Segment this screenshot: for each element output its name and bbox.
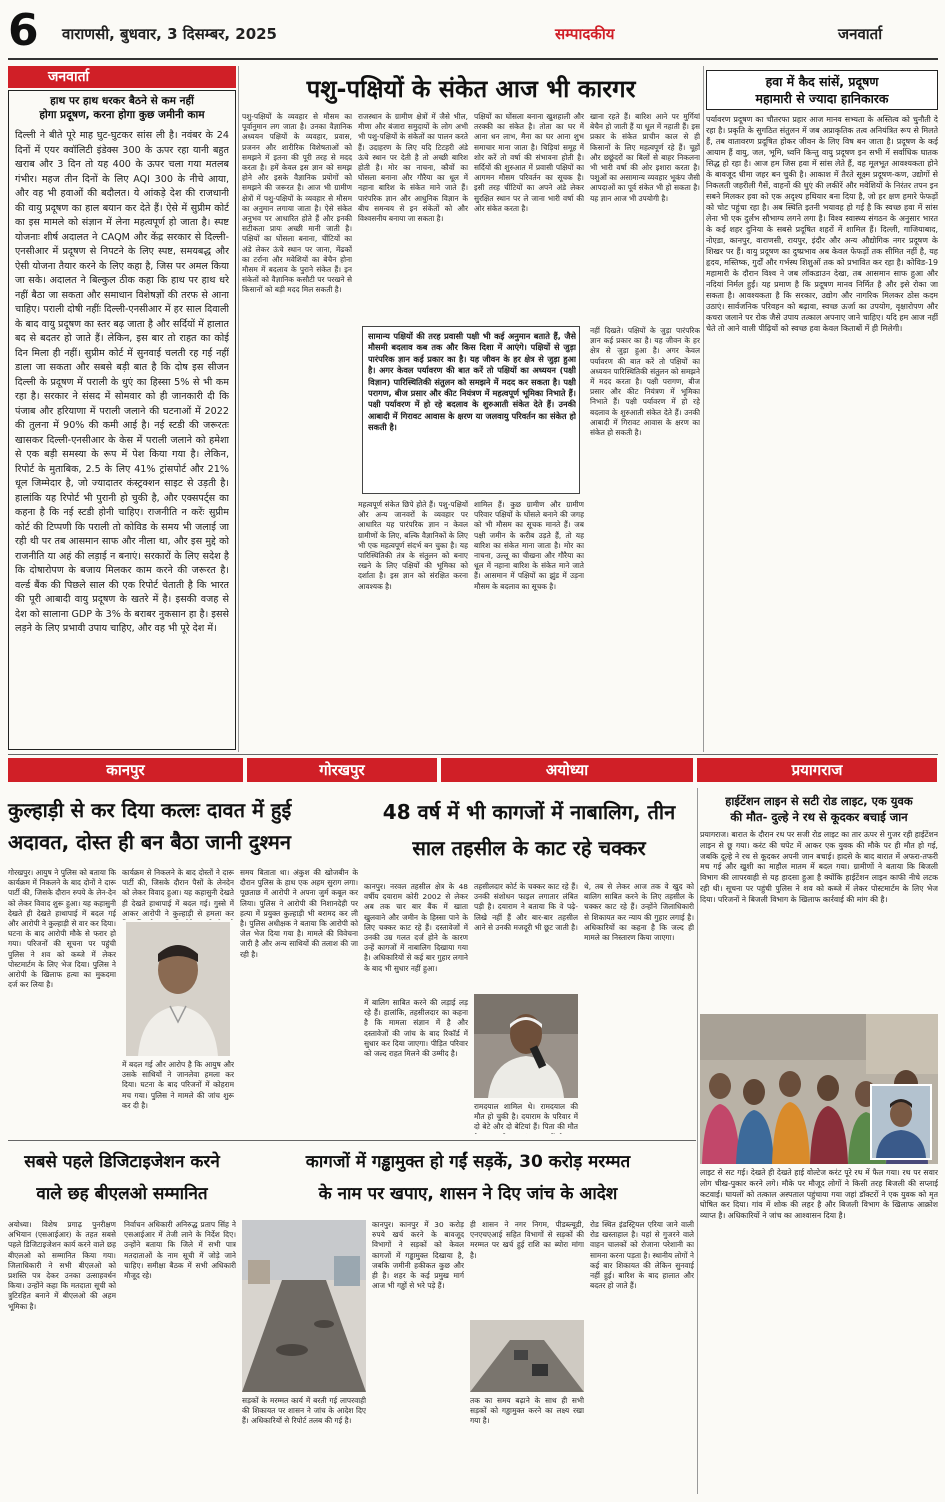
masthead xyxy=(0,0,945,64)
roads-headline-2: के नाम पर खपाए, शासन ने दिए जांच के आदेश xyxy=(318,1184,618,1204)
person-silhouette-icon xyxy=(126,922,230,1056)
paper-name: जनवार्ता xyxy=(838,25,883,43)
city-label-ayodhya: अयोध्या xyxy=(441,758,693,782)
ayodhya-col-2: तहसीलदार कोर्ट के चक्कर काट रहे हैं। उनकी संशोधन फाइल लगातार लंबित पड़ी है। दयाराम ने बताया कि वे पढ़े-लिखे नहीं हैं और बार-बार तहसील आने से उनकी मजदूरी भी छूट जाती है। xyxy=(474,882,578,932)
column-rule xyxy=(703,66,704,752)
column-rule xyxy=(697,788,698,1494)
prayagraj-headline-2: की मौत- दुल्हे ने रथ से कूदकर बचाई जान xyxy=(730,810,908,824)
blo-col-1: अयोध्या। विशेष प्रगाढ़ पुनरीक्षण अभियान (एसआईआर) के तहत सबसे पहले डिजिटाइजेशन कार्य करने वाले छह बीएलओ को सम्मानित किया गया। जिलाधिकारी ने सभी बीएलओ को प्रशस्ति पत्र देकर उनका उत्साहवर्धन किया। उन्होंने कहा कि मतदाता सूची को त्रुटिरहित बनाने में बीएलओ की अहम भूमिका है। xyxy=(8,1220,116,1311)
ayodhya-col-1: कानपुर। नरवल तहसील क्षेत्र के 48 वर्षीय दयाराम कोरी 2002 से लेकर अब तक चार बार बैंक में खाता खुलवाने और जमीन के हिस्सा पाने के लिए चक्कर काट रहे हैं। दस्तावेजों में उनकी उम्र गलत दर्ज होने के कारण उन्हें कागजों में नाबालिग दिखाया गया है। अधिकारियों से कई बार गुहार लगाने के बाद भी सुधार नहीं हुआ। xyxy=(364,882,468,973)
dateline: वाराणसी, बुधवार, 3 दिसम्बर, 2025 xyxy=(62,25,277,43)
gorakhpur-col-2: कार्यक्रम से निकलने के बाद दोस्तों ने दारू पार्टी की, जिसके दौरान पैसों के लेनदेन को लेकर विवाद हुआ। यह कहासुनी देखते ही देखते हाथापाई में बदल गई। गुस्से में आकर आरोपी ने कुल्हाड़ी से हमला कर xyxy=(122,868,234,918)
left-headline-2: होगा प्रदूषण, करना होगा कुछ जमीनी काम xyxy=(39,109,205,121)
ayodhya-col-lower-2: रामदयाल शामिल थे। रामदयाल की मौत हो चुकी है। दयाराम के परिवार में दो बेटे और दो बेटियां हैं। पिता की मौत xyxy=(474,1102,578,1132)
main-col-4: खाना रहते हैं। बारिश आने पर मुर्गियां बेचैन हो जाती हैं या धूल में नहाती हैं। इस प्रकार के संकेत प्राचीन काल से ही किसानों के लिए महत्वपूर्ण रहे हैं। चूहों और छछूंदरों का बिलों से बाहर निकलना भी भारी वर्षा की ओर इशारा करता है। पशुओं का असामान्य व्यवहार भूकंप जैसी आपदाओं का पूर्व संकेत भी हो सकता है। यह ज्ञान आज भी उपयोगी है। xyxy=(590,112,700,203)
main-col-3: पक्षियों का घोंसला बनाना खुशहाली और तरक्की का संकेत है। तोता का घर में आना धन लाभ, मैना का घर आना शुभ समाचार माना जाता है। चिड़ियां समूह में शोर करें तो वर्षा की संभावना होती है। सर्दियों की शुरुआत में प्रवासी पक्षियों का आगमन मौसम परिवर्तन का सूचक है। इसी तरह चींटियों का अपने अंडे लेकर सुरक्षित स्थान पर ले जाना भारी वर्षा की ओर संकेत करता है। xyxy=(474,112,584,213)
roads-col-2: सड़कों के मरम्मत कार्य में बरती गई लापरवाही की शिकायत पर शासन ने जांच के आदेश दिए हैं। अधिकारियों से रिपोर्ट तलब की गई है। xyxy=(242,1396,366,1426)
story-roads xyxy=(242,1144,694,1494)
inset-portrait xyxy=(870,1084,932,1160)
blo-headline-2: वाले छह बीएलओ सम्मानित xyxy=(36,1184,208,1204)
story-blo xyxy=(8,1144,236,1494)
left-body: दिल्ली ने बीते पूरे माह घुट-घुटकर सांस ली है। नवंबर के 24 दिनों में एयर क्वॉलिटी इंडेक्स 300 के ऊपर रहा यानी बहुत खराब और 3 दिन तो यह 400 के ऊपर चला गया मतलब गंभीर। महज तीन दिनों के लिए AQI 300 के नीचे आया, और वह भी हवाओं की बदौलत। ये आंकड़े देश की राजधानी की वायु प्रदूषण का हाल बयान कर देते हैं। ऐसे में सुप्रीम कोर्ट का इस मामले को संज्ञान में लेना महत्वपूर्ण हो जाता है। स्पष्ट योजनाः शीर्ष अदालत ने CAQM और केंद्र सरकार से दिल्ली-एनसीआर में प्रदूषण से निपटने के लिए स्पष्ट, समयबद्ध और ऐसी योजना तैयार करने के लिए कहा है, जिस पर अमल किया जा सके। अदालत ने बिल्कुल ठीक कहा कि हाथ पर हाथ धरे नहीं बैठा जा सकता और समाधान विशेषज्ञों की तरफ से आना चाहिए। पराली दोषी नहींः दिल्ली-एनसीआर में हर साल दिवाली के बाद वायु प्रदूषण का स्तर बढ़ जाता है और सर्दियों में हालात बद से बदतर हो जाते हैं। लेकिन, इस बार तो राहत का कोई दिन मिला ही नहीं। सुप्रीम कोर्ट में सुनवाई चलती रह गई नहीं डाला जा सकता और सबसे बड़ी बात है कि दोष इस सीजन दिल्ली के प्रदूषण में पराली के धुएं का हिस्सा 5% से भी कम रहा है। सरकार ने संसद में सोमवार को ही जानकारी दी कि पंजाब और हरियाणा में पराली जलाने की घटनाओं में 2022 की तुलना में 90% की कमी आई है। नई स्टडी की जरूरतः खासकर दिल्ली-एनसीआर के केस में पराली जलाने को हमेशा से एक बड़ी समस्या के रूप में पेश किया गया है। लेकिन, रिपोर्ट के मुताबिक, 2.5 के लिए 41% ट्रांसपोर्ट और 21% धूल जिम्मेदार है, जो ज्यादातर कंस्ट्रक्शन साइट से उड़ती है। हालांकि यह रिपोर्ट भी पुरानी हो चुकी है, और एक्सपर्ट्स का कहना है कि नई स्टडी होनी चाहिए। राजनीति न करेंः सुप्रीम कोर्ट की टिप्पणी कि पराली तो कोविड के समय भी जलाई जा रही थी पर तब आसमान साफ और नीला था, और इस मुद्दे को राजनीति या अहं की लड़ाई न बनाएं। सरकारों के लिए सदेश है कि दोषारोपण के बजाय मिलकर काम करने की जरूरत है। वर्ल्ड बैंक की पिछले साल की एक रिपोर्ट चेताती है कि भारत की पूरी आबादी वायु प्रदूषण के खतरे में है। इसकी वजह से देश को सालाना GDP के 3% के बराबर नुकसान हा है। इससे लड़ने के लिए प्रभावी उपाय चाहिए, और वह भी पूरे देश में। xyxy=(15,130,229,634)
road-traffic-icon xyxy=(470,1320,584,1392)
gorakhpur-col-1: गोरखपुर। आयुष ने पुलिस को बताया कि कार्यक्रम में निकलने के बाद दोनों ने दारू पार्टी की, जिसके दौरान रुपये के लेन-देन को लेकर विवाद शुरू हुआ। यह कहासुनी देखते ही देखते हाथापाई में बदल गई और आरोपी ने कुल्हाड़ी से वार कर दिया। घटना के बाद आरोपी मौके से फरार हो गया। परिजनों की सूचना पर पहुंची पुलिस ने शव को कब्जे में लेकर पोस्टमार्टम के लिए भेज दिया। पुलिस ने आरोपी के खिलाफ हत्या का मुकदमा दर्ज कर लिया है। xyxy=(8,868,116,990)
column-rule xyxy=(238,66,239,752)
main-lower-col-3: नहीं दिखते। पक्षियों के जुड़ा पारंपरिक ज्ञान कई प्रकार का है। यह जीवन के हर क्षेत्र से जुड़ा हुआ है। अगर केवल पर्यावरण की बात करें तो पक्षियों का अध्ययन पारिस्थितिकी संतुलन को समझने में मदद करता है। पक्षी परागण, बीज प्रसार और कीट नियंत्रण में भूमिका निभाते हैं। पक्षी पर्यावरण में हो रहे बदलाव के शुरुआती संकेत देते हैं। उनकी आबादी में गिरावट आवास के क्षरण का संकेत हो सकती है। xyxy=(590,326,700,438)
left-label: जनवार्ता xyxy=(8,66,236,88)
main-lower-col-1: महत्वपूर्ण संकेत छिपे होते हैं। पशु-पक्षियों और अन्य जानवरों के व्यवहार पर आधारित यह पारंपरिक ज्ञान न केवल ग्रामीणों के लिए, बल्कि वैज्ञानिकों के लिए भी एक महत्वपूर्ण संदर्भ बन चुका है। यह पारिस्थितिकी तंत्र के संतुलन को बनाए रखने के लिए पक्षियों की भूमिका को दर्शाता है। इस ज्ञान को संरक्षित करना आवश्यक है। xyxy=(358,500,468,591)
left-editorial-box xyxy=(8,90,236,750)
prayagraj-body: प्रयागराज। बारात के दौरान रथ पर सजी रोड लाइट का तार ऊपर से गुजर रही हाईटेंशन लाइन से छू गया। करंट की चपेट में आकर एक युवक की मौके पर ही मौत हो गई, जबकि दूल्हे ने रथ से कूदकर अपनी जान बचाई। हादसे के बाद बारात में अफरा-तफरी मच गई और खुशी का माहौल मातम में बदल गया। ग्रामीणों ने बताया कि बिजली विभाग की लापरवाही से यह हादसा हुआ है क्योंकि हाईटेंशन लाइन काफी नीचे लटक रही थी। सूचना पर पहुंची पुलिस ने शव को कब्जे में लेकर पोस्टमार्टम के लिए भेज दिया। परिजनों ने बिजली विभाग के खिलाफ कार्रवाई की मांग की है। xyxy=(700,830,938,904)
main-col-1: पशु-पक्षियों के व्यवहार से मौसम का पूर्वानुमान लग जाता है। उनका वैज्ञानिक अध्ययन पक्षियों के व्यवहार, प्रवास, प्रजनन और शारीरिक विशेषताओं को समझने में इतना की पूरी तरह से मदद करता है। हमें केवल इस ज्ञान को समझ होने और इसके वैज्ञानिक प्रयोगों को समझने की जरूरत है। आज भी ग्रामीण क्षेत्रों में पशु-पक्षियों के व्यवहार से मौसम का अनुमान लगाया जाता है। ऐसे संकेत अनुभव पर आधारित होते हैं और इनकी सटीकता प्रायः अच्छी मानी जाती है। पक्षियों का घोंसला बनाना, चींटियों का अंडे लेकर ऊंचे स्थान पर जाना, मेंढकों का टर्राना और मवेशियों का बेचैन होना मौसम में बदलाव के पुराने संकेत हैं। इन संकेतों को वैज्ञानिक कसौटी पर परखने से किसानों को बड़ी मदद मिल सकती है। xyxy=(242,112,352,295)
road-photo xyxy=(242,1220,366,1392)
pull-quote: सामान्य पक्षियों की तरह प्रवासी पक्षी भी कई अनुमान बताते हैं, जैसे मौसमी बदलाव कब तक और किस दिशा में आएंगे। पक्षियों से जुड़ा पारंपरिक ज्ञान कई प्रकार का है। यह जीवन के हर क्षेत्र से जुड़ा हुआ है। अगर केवल पर्यावरण की बात करें तो पक्षियों का अध्ययन (पक्षी विज्ञान) पारिस्थितिकी संतुलन को समझने में मदद कर सकता है। पक्षी परागण, बीज प्रसार और कीट नियंत्रण में महत्वपूर्ण भूमिका निभाते हैं। पक्षी पर्यावरण में हो रहे बदलाव के शुरुआती संकेत देते हैं। उनकी आबादी में गिरावट आवास के क्षरण या जलवायु परिवर्तन का संकेत हो सकती है। xyxy=(368,331,576,433)
city-band xyxy=(0,758,945,784)
page-number: 6 xyxy=(8,5,39,56)
masthead-rule xyxy=(8,58,938,60)
section-title: सम्पादकीय xyxy=(555,25,615,43)
main-lower-col-2: शामिल हैं। कुछ ग्रामीण और ग्रामीण परिवार पक्षियों के घोंसले बनाने की जगह को भी मौसम का सूचक मानते हैं। जब पक्षी जमीन के करीब उड़ते हैं, तो यह बारिश का संकेत माना जाता है। मोर का नाचना, उल्लू का चीखना और गौरैया का धूल में नहाना बारिश के संकेत माने जाते हैं। आसमान में पक्षियों का झुंड में उड़ना मौसम के बदलाव का सूचक है। xyxy=(474,500,584,591)
story-gorakhpur xyxy=(8,788,358,1138)
gorakhpur-col-3: समय बिताता था। अंकुश की खोजबीन के दौरान पुलिस के हाथ एक अहम सुराग लगा। पूछताछ में आरोपी ने अपना जुर्म कबूल कर लिया। पुलिस ने आरोपी की निशानदेही पर हत्या में प्रयुक्त कुल्हाड़ी भी बरामद कर ली है। पुलिस अधीक्षक ने बताया कि आरोपी को जेल भेज दिया गया है। मामले की विवेचना जारी है और अन्य साथियों की तलाश की जा रही है। xyxy=(240,868,358,959)
roads-col-3: ही शासन ने नगर निगम, पीडब्ल्यूडी, एनएचएआई सहित विभागों से सड़कों की मरम्मत पर खर्च हुई राशि का ब्योरा मांगा है। xyxy=(470,1220,584,1260)
roads-col-1: कानपुर। कानपुर में 30 करोड़ रुपये खर्च करने के बावजूद विभागों ने सड़कों को केवल कागजों में गड्ढामुक्त दिखाया है, जबकि जमीनी हकीकत कुछ और ही है। शहर के कई प्रमुख मार्ग आज भी गड्ढों से भरे पड़े हैं। xyxy=(372,1220,464,1291)
roads-col-5: रोड स्थित इंडस्ट्रियल एरिया जाने वाली रोड खस्ताहाल है। यहां से गुजरने वाले वाहन चालकों को रोजाना परेशानी का सामना करना पड़ता है। स्थानीय लोगों ने कई बार शिकायत की लेकिन सुनवाई नहीं हुई। बारिश के बाद हालात और बदतर हो जाते हैं। xyxy=(590,1220,694,1291)
city-label-kanpur: कानपुर xyxy=(8,758,243,782)
prayagraj-body-2: लाइट से सट गई। देखते ही देखते हाई वोल्टेज करंट पूरे रथ में फैल गया। रथ पर सवार लोग चीख-पुकार करने लगे। मौके पर मौजूद लोगों ने किसी तरह बिजली की सप्लाई कटवाई। घायलों को तत्काल अस्पताल पहुंचाया गया जहां डॉक्टरों ने एक युवक को मृत घोषित कर दिया। गांव में शोक की लहर है और बिजली विभाग के खिलाफ आक्रोश व्याप्त है। अधिकारियों ने जांच का आश्वासन दिया है। xyxy=(700,1168,938,1221)
ayodhya-headline-1: 48 वर्ष में भी कागजों में नाबालिग, तीन xyxy=(382,800,676,824)
ayodhya-col-3: थे, तब से लेकर आज तक वे खुद को बालिग साबित करने के लिए तहसील के चक्कर काट रहे हैं। उन्होंने जिलाधिकारी से शिकायत कर न्याय की गुहार लगाई है। अधिकारियों का कहना है कि जल्द ही मामले का निस्तारण किया जाएगा। xyxy=(584,882,694,943)
victim-photo xyxy=(126,922,230,1056)
petitioner-photo xyxy=(474,994,578,1098)
left-editorial xyxy=(8,66,236,752)
right-body: पर्यावरण प्रदूषण का चौतरफा प्रहार आज मानव सभ्यता के अस्तित्व को चुनौती दे रहा है। प्रकृति के सुगठित संतुलन में जब अप्राकृतिक तत्व अनियंत्रित रूप से मिलते हैं, तब वातावरण प्रदूषित होकर जीवन के लिए विष बन जाता है। प्रदूषण के कई आयाम हैं वायु, जल, भूमि, ध्वनि किन्तु वायु प्रदूषण इन सभी में सर्वाधिक घातक सिद्ध हो रहा है। आज हम जिस हवा में सांस लेते हैं, वह मूलभूत आवश्यकता होने के बावजूद धीमा जहर बन चुकी है। आकाश में तैरते सूक्ष्म प्रदूषण-कण, उद्योगों से निकलती जहरीली गैसें, वाहनों की धुएं की लकीरें और मवेशियों के निरंतर तपन इन सबने मिलकर हवा को एक अदृश्य हथियार बना दिया है, जो हर क्षण हमारे फेफड़ों को चोट पहुंचा रहा है। अब स्थिति इतनी भयावह हो गई है कि स्वच्छ हवा में सांस लेना भी एक दुर्लभ सौभाग्य लगने लगा है। विश्व स्वास्थ्य संगठन के अनुसार भारत के कई शहर दुनिया के सबसे प्रदूषित शहरों में शामिल हैं। दिल्ली, गाजियाबाद, नोएडा, कानपुर, वाराणसी, रायपुर, इंदौर और अन्य औद्योगिक नगर प्रदूषण के शिखर पर हैं। वायु प्रदूषण का दुष्प्रभाव अब केवल फेफड़ों तक सीमित नहीं है, यह हृदय, मस्तिष्क, गुर्दों और गर्भस्थ शिशुओं तक को प्रभावित कर रहा है। कोविड-19 महामारी के दौरान विश्व ने जब लॉकडाउन देखा, तब आसमान साफ हुआ और नदियां निर्मल हुईं। यह प्रमाण है कि प्रदूषण मानव निर्मित है और इसे रोका जा सकता है। आवश्यकता है कि सरकार, उद्योग और नागरिक मिलकर ठोस कदम उठाएं। सार्वजनिक परिवहन को बढ़ावा, स्वच्छ ऊर्जा का उपयोग, वृक्षारोपण और कचरा जलाने पर रोक जैसे उपाय तत्काल अपनाए जाने चाहिए। यदि हम आज नहीं चेते तो आने वाली पीढ़ियों को स्वच्छ हवा केवल किताबों में ही मिलेगी। xyxy=(706,115,938,333)
pull-quote-box xyxy=(362,326,580,494)
main-col-2: राजस्थान के ग्रामीण क्षेत्रों में जैसे भील, मीणा और बंजारा समुदायों के लोग अभी भी पशु-पक्षियों के संकेतों का पालन करते हैं। उदाहरण के लिए यदि टिटहरी अंडे ऊंचे स्थान पर देती है तो अच्छी बारिश होती है। मोर का नाचना, कौवों का घोंसला बनाना और गौरैया का धूल में नहाना बारिश के संकेत माने जाते हैं। पारंपरिक ज्ञान और आधुनिक विज्ञान के बीच समन्वय से इन संकेतों को और विश्वसनीय बनाया जा सकता है। xyxy=(358,112,468,224)
roads-headline-1: कागजों में गड्ढामुक्त हो गईं सड़कें, 30 करोड़ मरम्मत xyxy=(305,1152,631,1172)
blo-headline-1: सबसे पहले डिजिटाइजेशन करने xyxy=(24,1152,220,1172)
city-label-gorakhpur: गोरखपुर xyxy=(247,758,437,782)
ayodhya-headline-2: साल तहसील के काट रहे चक्कर xyxy=(412,836,646,860)
left-headline-1: हाथ पर हाथ धरकर बैठने से कम नहीं xyxy=(50,95,194,107)
main-editorial xyxy=(242,66,700,752)
prayagraj-headline-1: हाईटेंशन लाइन से सटी रोड लाइट, एक युवक xyxy=(725,794,913,808)
gorakhpur-col-2b: में बदल गई और आरोप है कि आयुष और उसके साथियों ने जानलेवा हमला कर दिया। घटना के बाद परिजनों में कोहराम मच गया। पुलिस ने मामले की जांच शुरू कर दी है। xyxy=(122,1060,234,1110)
city-label-prayagraj: प्रयागराज xyxy=(697,758,937,782)
blo-col-2: निर्वाचन अधिकारी अनिरुद्ध प्रताप सिंह ने एसआईआर में तेजी लाने के निर्देश दिए। उन्होंने बताया कि जिले में सभी पात्र मतदाताओं के नाम सूची में जोड़े जाने चाहिए। समीक्षा बैठक में सभी अधिकारी मौजूद रहे। xyxy=(124,1220,236,1281)
roads-col-4: तक का समय बढ़ाने के साथ ही सभी सड़कों को गड्ढामुक्त करने का लक्ष्य रखा गया है। xyxy=(470,1396,584,1426)
portrait-icon xyxy=(872,1086,930,1158)
road-photo-2 xyxy=(470,1320,584,1392)
right-headline-box xyxy=(706,70,938,110)
right-editorial xyxy=(706,66,938,752)
right-headline-1: हवा में कैद सांसें, प्रदूषण xyxy=(765,74,879,89)
gorakhpur-headline-1: कुल्हाड़ी से कर दिया कत्लः दावत में हुई xyxy=(8,798,292,822)
elderly-man-icon xyxy=(474,994,578,1098)
gorakhpur-headline-2: अदावत, दोस्त ही बन बैठा जानी दुश्मन xyxy=(8,830,291,854)
story-prayagraj xyxy=(700,788,938,1494)
damaged-road-icon xyxy=(242,1220,366,1392)
story-ayodhya xyxy=(364,788,694,1138)
section-rule xyxy=(8,754,938,755)
ayodhya-col-lower-1: में बालिग साबित करने की लड़ाई लड़ रहे हैं। हालांकि, तहसीलदार का कहना है कि मामला संज्ञान में है और दस्तावेजों की जांच के बाद रिकॉर्ड में सुधार कर दिया जाएगा। पीड़ित परिवार को जल्द राहत मिलने की उम्मीद है। xyxy=(364,998,468,1059)
section-rule xyxy=(8,1140,696,1141)
main-headline: पशु-पक्षियों के संकेत आज भी कारगर xyxy=(306,75,636,103)
right-headline-2: महामारी से ज्यादा हानिकारक xyxy=(755,91,889,106)
